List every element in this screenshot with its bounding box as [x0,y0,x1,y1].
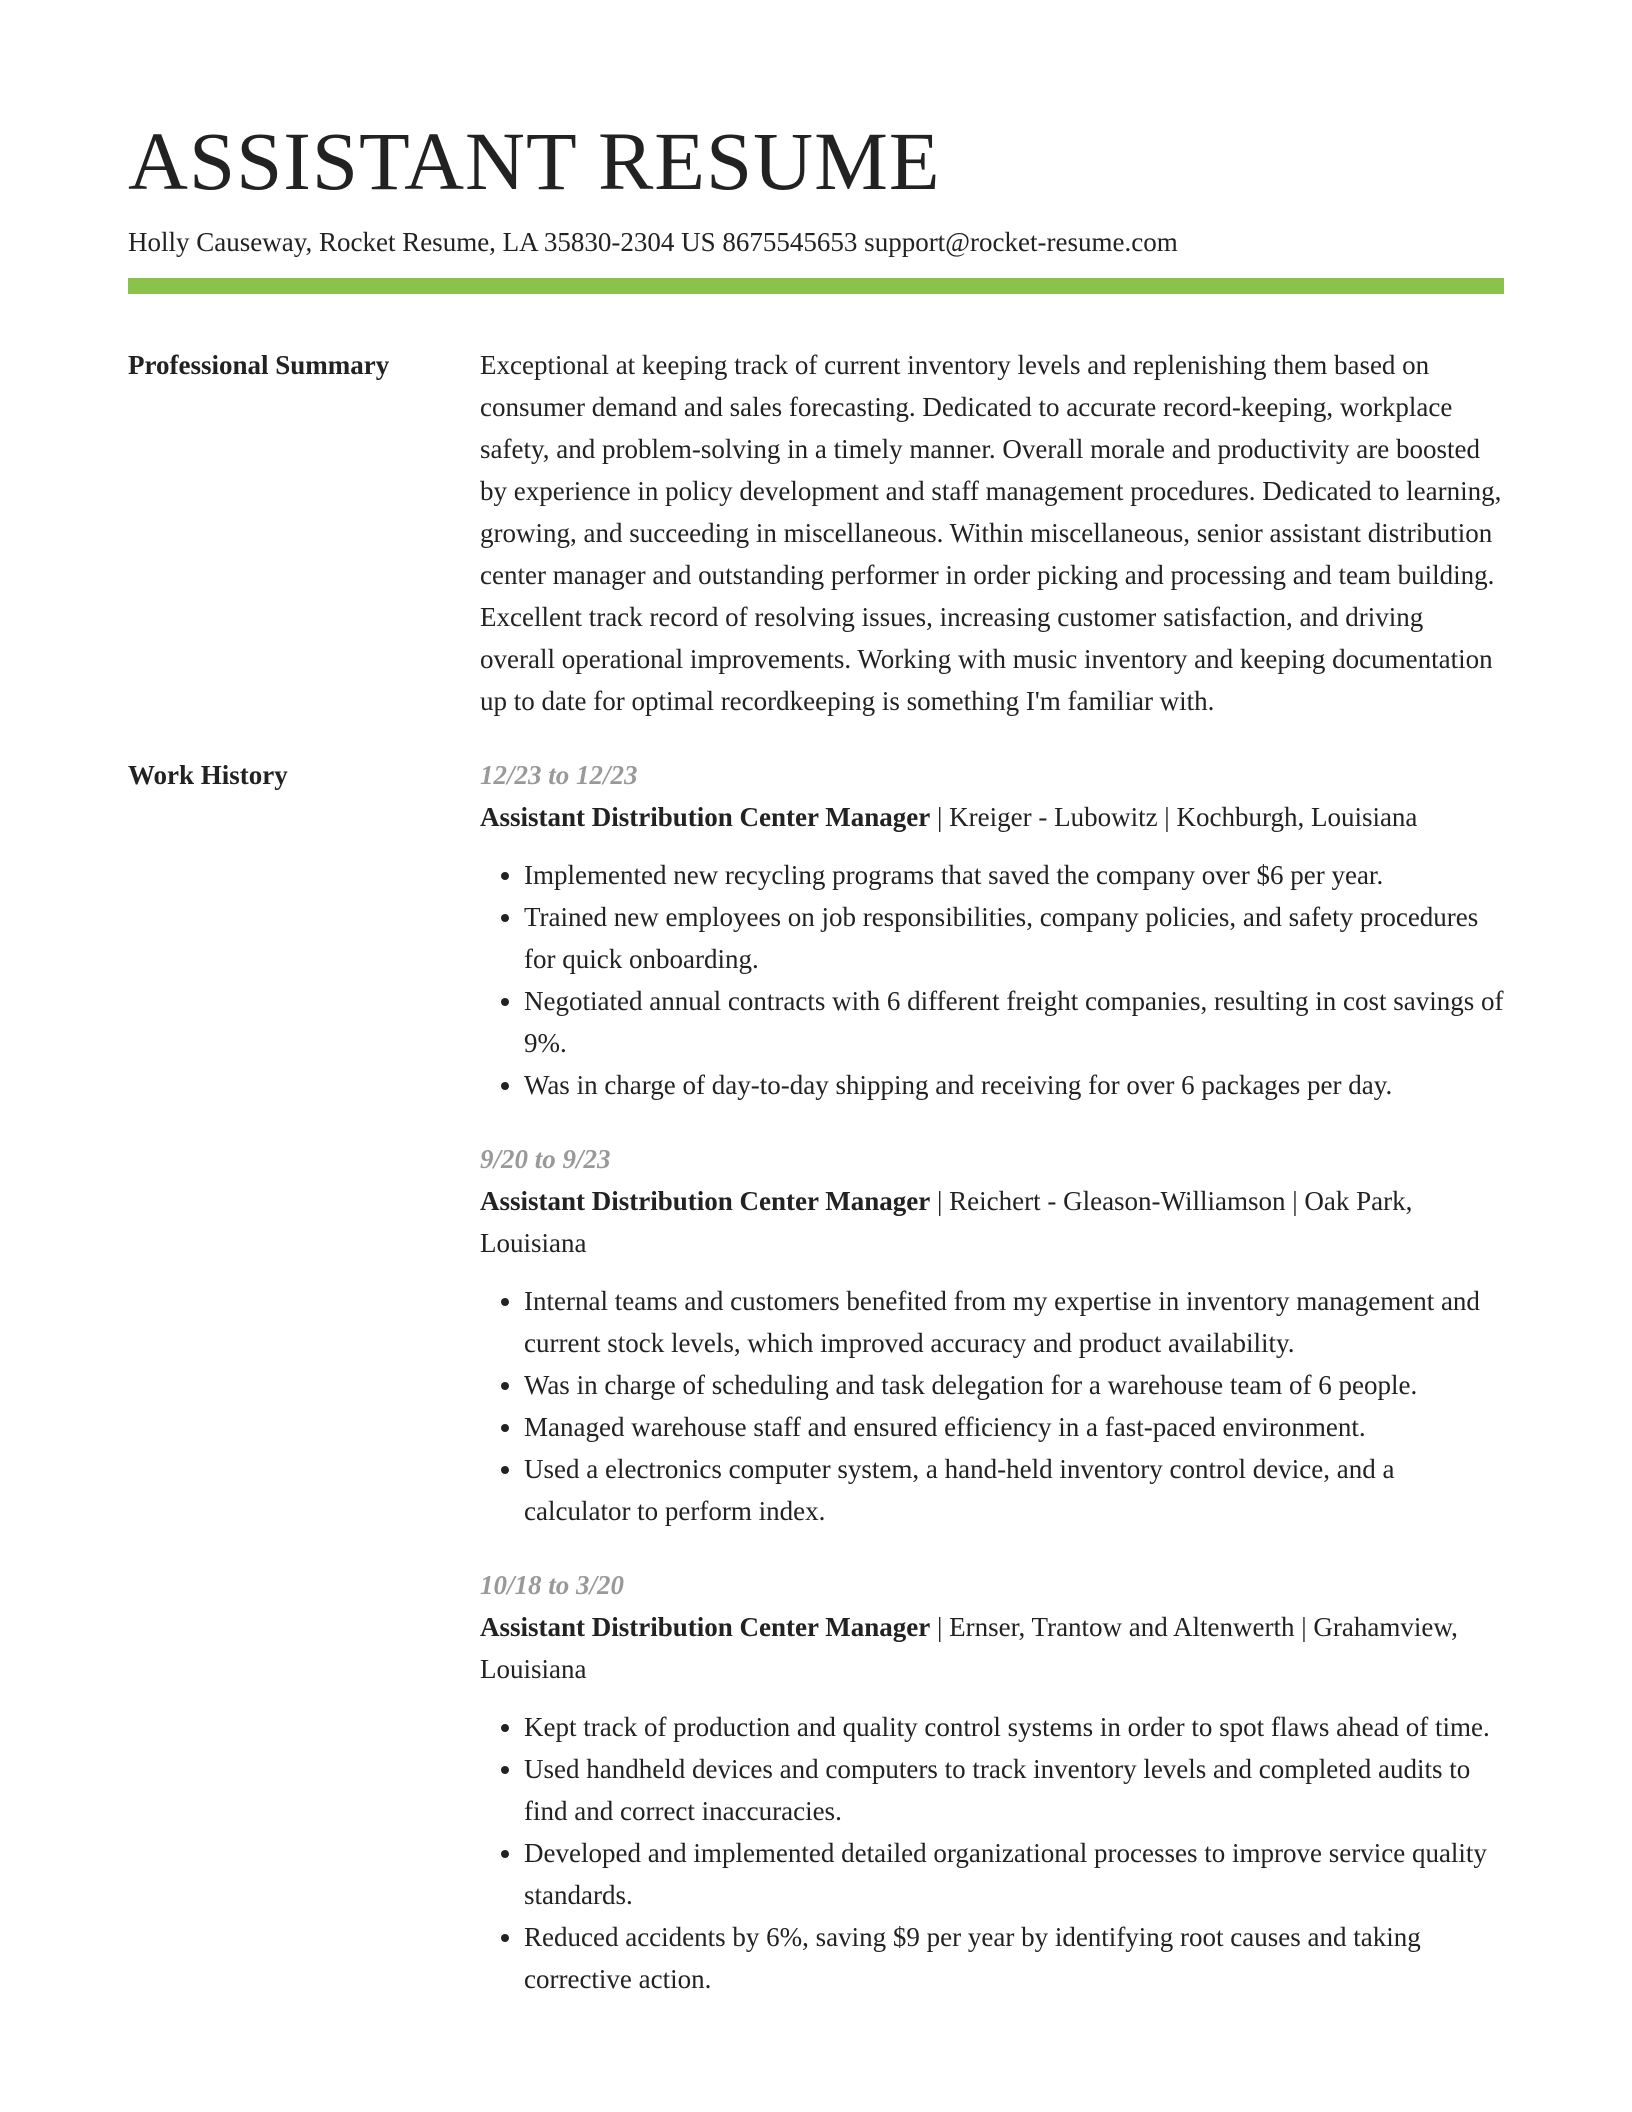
job-bullet: • Implemented new recycling programs that saved the company over $6 per year. [524,854,1504,896]
job-bullet: • Managed warehouse staff and ensured efficiency in a fast-paced environment. [524,1406,1504,1448]
job-bullet: • Kept track of production and quality control systems in order to spot flaws ahead of time. [524,1706,1504,1748]
summary-body [480,344,1504,722]
job-bullet: • Internal teams and customers benefited from my expertise in inventory management and current stock levels, which improved accuracy and product availability. [524,1280,1504,1364]
professional-summary-section [128,344,1504,722]
section-heading-summary: Professional Summary [128,350,390,381]
job-dates: 9/20 to 9/23 [480,1144,611,1175]
resume-page [128,116,1504,2000]
job-dates: 10/18 to 3/20 [480,1570,625,1601]
job-bullet: • Was in charge of day-to-day shipping and receiving for over 6 packages per day. [524,1064,1504,1106]
job-bullet-list [480,1280,1504,1532]
resume-title: ASSISTANT RESUME [128,115,941,207]
section-heading-work-history: Work History [128,760,288,791]
job-bullet: • Was in charge of scheduling and task delegation for a warehouse team of 6 people. [524,1364,1504,1406]
job-bullet: • Developed and implemented detailed organizational processes to improve service quality standards. [524,1832,1504,1916]
work-history-section [128,754,1504,2000]
job-dates: 12/23 to 12/23 [480,760,638,791]
job-bullet: • Trained new employees on job responsibilities, company policies, and safety procedures for quick onboarding. [524,896,1504,980]
job-employer-location: | Ernser, Trantow and Altenwerth | Grahamview, Louisiana [480,1612,1458,1685]
job-entry [480,754,1504,1106]
job-title: Assistant Distribution Center Manager [480,802,931,833]
job-employer-location: | Reichert - Gleason-Williamson | Oak Park, Louisiana [480,1186,1413,1259]
job-bullet-list [480,854,1504,1106]
job-title-line [480,1606,1504,1690]
job-bullet: • Reduced accidents by 6%, saving $9 per year by identifying root causes and taking corrective action. [524,1916,1504,2000]
work-history-body [480,754,1504,2000]
job-employer-location: | Kreiger - Lubowitz | Kochburgh, Louisiana [930,802,1418,833]
job-bullet-list [480,1706,1504,2000]
summary-text: Exceptional at keeping track of current inventory levels and replenishing them based on consumer demand and sales forecasting. Dedicated to accurate record-keeping, workplace safety, and problem-solving in a timely manner. Overall morale and productivity are boosted by experience in policy development and staff management procedures. Dedicated to learning, growing, and succeeding in miscellaneous. Within miscellaneous, senior assistant distribution center manager and outstanding performer in order picking and processing and team building. Excellent track record of resolving issues, increasing customer satisfaction, and driving overall operational improvements. Working with music inventory and keeping documentation up to date for optimal recordkeeping is something I'm familiar with. [480,350,1502,717]
job-bullet: • Used a electronics computer system, a hand-held inventory control device, and a calculator to perform index. [524,1448,1504,1532]
job-title-line [480,1180,1504,1264]
job-bullet: • Used handheld devices and computers to track inventory levels and completed audits to find and correct inaccuracies. [524,1748,1504,1832]
job-title-line [480,796,1504,838]
job-entry [480,1564,1504,2000]
job-title: Assistant Distribution Center Manager [480,1186,931,1217]
accent-divider [128,278,1504,294]
job-entry [480,1138,1504,1532]
contact-info: Holly Causeway, Rocket Resume, LA 35830-2304 US 8675545653 support@rocket-resume.com [128,227,1178,258]
job-title: Assistant Distribution Center Manager [480,1612,931,1643]
job-bullet: • Negotiated annual contracts with 6 different freight companies, resulting in cost savings of 9%. [524,980,1504,1064]
